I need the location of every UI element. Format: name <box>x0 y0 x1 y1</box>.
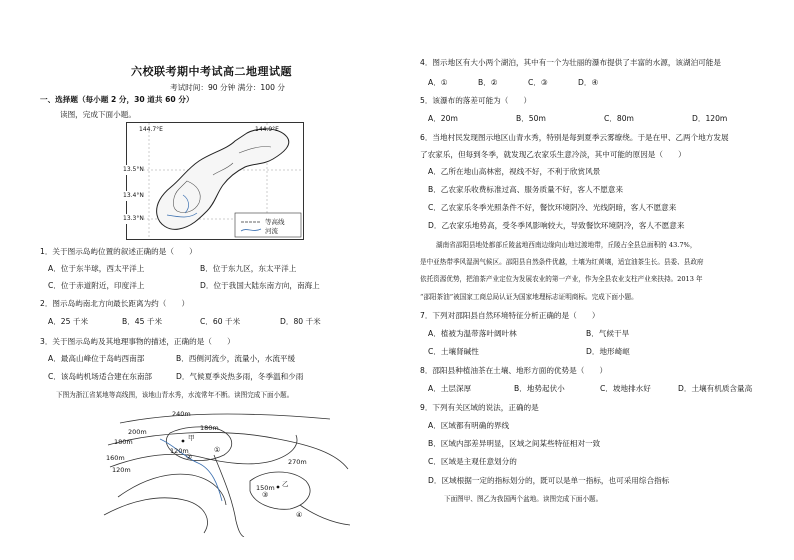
q8-option-a: A．土层深厚 <box>428 384 472 393</box>
contour-label-120-a: 120m <box>170 447 189 455</box>
svg-text:③: ③ <box>262 491 269 499</box>
contour-label-160: 160m <box>106 454 125 462</box>
q6-option-c: C．乙农家乐冬季光照条件不好，餐饮环境阴冷、光线阴暗，客人不愿意来 <box>428 203 677 212</box>
contour-label-180-b: 180m <box>114 438 133 446</box>
q5-stem: 5．该瀑布的落差可能为（ ） <box>420 96 532 105</box>
lon-right-label: 144.9°E <box>255 126 279 133</box>
passage-line2: 是中亚热带季风湿润气候区。邵阳县自然条件优越，土壤为红黄壤，适宜油茶生长。县委、县政府 <box>420 258 704 266</box>
q6-stem-line1: 6．当地村民发现图示地区山青水秀，特别是每到夏季云雾缭绕。于是在甲、乙两个地方发展 <box>420 133 729 142</box>
q5-option-a: A．20m <box>428 114 458 123</box>
contour-label-120-b: 120m <box>112 466 131 474</box>
q8-option-c: C．坡地排水好 <box>600 384 651 393</box>
q8-option-b: B．地势起伏小 <box>514 384 565 393</box>
contour-label-180-a: 180m <box>200 424 219 432</box>
contour-label-240: 240m <box>172 410 191 418</box>
lat-bottom-label: 13.3°N <box>123 215 144 222</box>
lon-left-label: 144.7°E <box>139 126 163 133</box>
q2-option-d: D．80 千米 <box>280 317 321 326</box>
passage-line4: “邵阳茶油”被国家工商总局认证为国家地理标志证明商标。完成下面小题。 <box>420 293 638 301</box>
passage-line1: 湖南省邵阳县地处都部丘陵盆地西南边缘向山地过渡地带，丘陵占全县总面积的 43.7%， <box>436 241 697 249</box>
q5-option-d: D．120m <box>692 114 728 123</box>
q2-option-c: C．60 千米 <box>200 317 241 326</box>
passage-line3: 依托资源优势，把油茶产业定位为发展农业的第一产业，作为全县农业支柱产业来扶持。2013 年 <box>420 275 703 283</box>
intro-2: 下图为浙江省某地等高线图，该地山青水秀，水流常年不断。读图完成下面小题。 <box>56 391 294 399</box>
lat-mid-label: 13.4°N <box>123 192 144 199</box>
q3-option-c: C．该岛屿机场适合建在东南部 <box>48 372 153 381</box>
q4-option-b: B．② <box>478 78 498 87</box>
contour-label-270: 270m <box>288 458 307 466</box>
contour-map-svg <box>100 405 356 537</box>
q7-option-b: B．气候干旱 <box>586 329 630 338</box>
q9-option-c: C．区域是主观任意划分的 <box>428 457 517 466</box>
q9-option-d: D．区域根据一定的指标划分的，既可以是单一指标，也可采用综合指标 <box>428 476 670 485</box>
q3-option-a: A．最高山峰位于岛屿西南部 <box>48 354 145 363</box>
section-heading: 一、选择题（每小题 2 分，30 道共 60 分） <box>40 95 194 104</box>
q4-option-c: C．③ <box>528 78 548 87</box>
q4-option-d: D．④ <box>578 78 599 87</box>
q6-stem-line2: 了农家乐，但每到冬季，就发现乙农家乐生意冷淡，其中可能的原因是（ ） <box>420 150 686 159</box>
legend-contour-label: 等高线 <box>265 218 285 226</box>
q6-option-a: A．乙所在地山高林密，视线不好，不利于欣赏风景 <box>428 167 601 176</box>
legend-river-label: 河流 <box>265 227 278 235</box>
contour-label-150: 150m <box>256 484 275 492</box>
q1-option-b: B．位于东九区，东太平洋上 <box>200 264 297 273</box>
q3-option-b: B．西侧河流少，流量小，水流平缓 <box>176 354 296 363</box>
q8-option-d: D．土壤有机质含量高 <box>678 384 753 393</box>
q5-option-c: C．80m <box>604 114 634 123</box>
q2-stem: 2．图示岛屿南北方向最长距离为约（ ） <box>40 299 190 308</box>
contour-label-200: 200m <box>128 428 147 436</box>
q9-stem: 9．下列有关区域的说法，正确的是 <box>420 403 539 412</box>
svg-text:②: ② <box>186 453 193 461</box>
q1-option-d: D．位于我国大陆东南方向，南海上 <box>200 281 320 290</box>
exam-info: 考试时间：90 分钟 满分：100 分 <box>170 83 285 92</box>
svg-text:①: ① <box>214 446 221 454</box>
q6-option-d: D．乙农家乐地势高，受冬季风影响较大，导致餐饮环境阴冷，客人不愿意来 <box>428 221 685 230</box>
q3-stem: 3．关于图示岛屿及其地理事物的描述，正确的是（ ） <box>40 337 235 346</box>
intro-1: 读图，完成下面小题。 <box>60 110 136 119</box>
q1-stem: 1．关于图示岛屿位置的叙述正确的是（ ） <box>40 247 197 256</box>
page-title: 六校联考期中考试高二地理试题 <box>131 65 292 78</box>
svg-text:④: ④ <box>296 511 303 519</box>
island-map <box>123 122 304 240</box>
q9-option-a: A．区域都有明确的界线 <box>428 421 510 430</box>
contour-map <box>100 405 356 537</box>
point-jia-label: 甲 <box>188 434 195 442</box>
q4-option-a: A．① <box>428 78 448 87</box>
q7-option-d: D．地形崎岖 <box>586 347 630 356</box>
q6-option-b: B．乙农家乐收费标准过高、服务质量不好，客人不愿意来 <box>428 185 624 194</box>
q1-option-a: A．位于东半球，西太平洋上 <box>48 264 145 273</box>
q8-stem: 8．邵阳县种植油茶在土壤、地形方面的优势是（ ） <box>420 366 608 375</box>
q7-option-a: A．植被为温带落叶阔叶林 <box>428 329 517 338</box>
q7-option-c: C．土壤肾碱性 <box>428 347 479 356</box>
q3-option-d: D．气候夏季炎热多雨，冬季温和少雨 <box>176 372 304 381</box>
point-yi-label: 乙 <box>282 480 289 488</box>
q7-stem: 7．下列对邵阳县自然环境特征分析正确的是（ ） <box>420 311 600 320</box>
q2-option-a: A．25 千米 <box>48 317 89 326</box>
q1-option-c: C．位于赤道附近，印度洋上 <box>48 281 145 290</box>
q2-option-b: B．45 千米 <box>122 317 163 326</box>
q5-option-b: B．50m <box>516 114 546 123</box>
q9-option-b: B．区域内部差异明显，区域之间某些特征相对一致 <box>428 439 601 448</box>
intro-3: 下面图甲、图乙为我国两个盆地。读图完成下面小题。 <box>444 495 603 503</box>
lat-top-label: 13.5°N <box>123 166 144 173</box>
q4-stem: 4．图示地区有大小两个湖泊，其中有一个为壮丽的瀑布提供了丰富的水源，该湖泊可能是 <box>420 58 721 67</box>
